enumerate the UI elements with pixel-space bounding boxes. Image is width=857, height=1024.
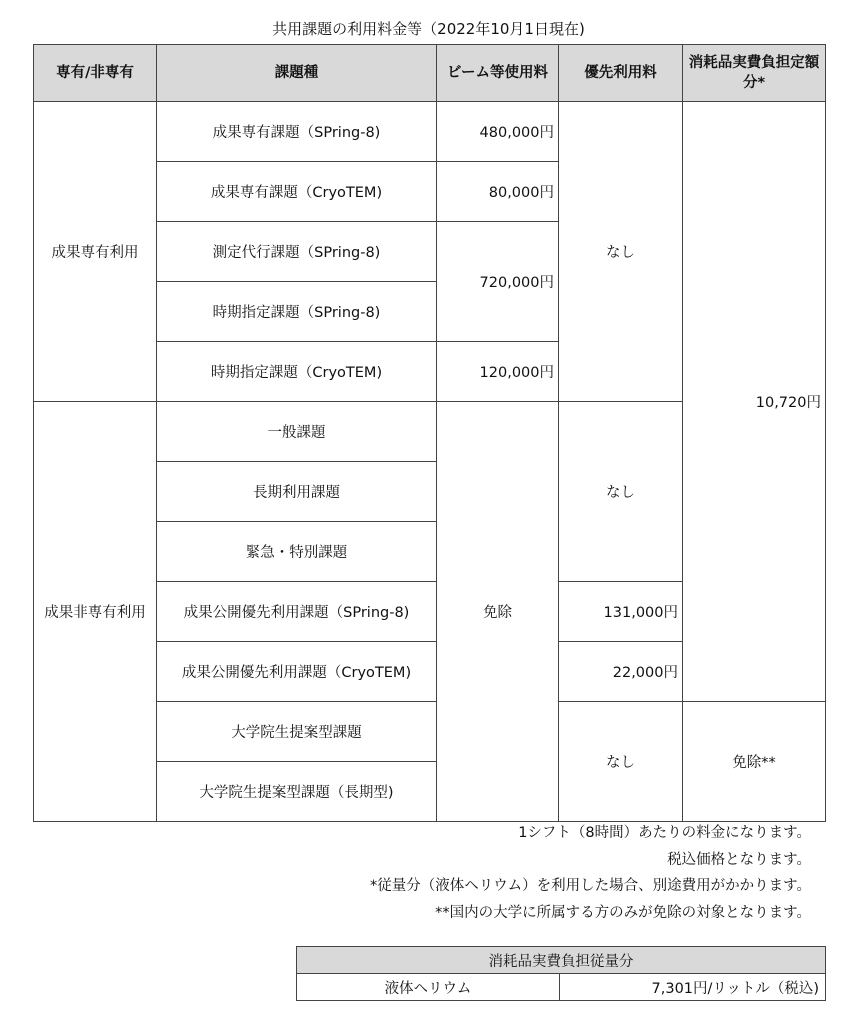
priority-fee-none: なし bbox=[559, 402, 683, 582]
priority-fee-none: なし bbox=[559, 102, 683, 402]
project-type-cell: 緊急・特別課題 bbox=[157, 522, 437, 582]
note-metered: *従量分（液体ヘリウム）を利用した場合、別途費用がかかります。 bbox=[370, 878, 811, 894]
project-type-cell: 成果専有課題（SPring-8) bbox=[157, 102, 437, 162]
note-exemption: **国内の大学に所属する方のみが免除の対象となります。 bbox=[435, 904, 811, 921]
header-consumable-fee: 消耗品実費負担定額分* bbox=[683, 45, 826, 102]
header-priority-fee: 優先利用料 bbox=[559, 45, 683, 102]
priority-fee-none: なし bbox=[559, 702, 683, 822]
consumable-exempt: 免除** bbox=[683, 702, 826, 822]
priority-fee-cell: 22,000円 bbox=[559, 642, 683, 702]
project-type-cell: 成果公開優先利用課題（CryoTEM) bbox=[157, 642, 437, 702]
project-type-cell: 長期利用課題 bbox=[157, 462, 437, 522]
fee-table bbox=[33, 44, 826, 822]
beam-fee-cell: 720,000円 bbox=[437, 222, 559, 342]
project-type-cell: 成果専有課題（CryoTEM) bbox=[157, 162, 437, 222]
metered-price: 7,301円/リットル（税込) bbox=[560, 974, 826, 1001]
footnotes bbox=[370, 820, 811, 926]
project-type-cell: 一般課題 bbox=[157, 402, 437, 462]
consumable-fixed-fee: 10,720円 bbox=[683, 102, 826, 702]
header-project-type: 課題種 bbox=[157, 45, 437, 102]
table-caption: 共用課題の利用料金等（2022年10月1日現在) bbox=[272, 20, 585, 38]
header-row bbox=[34, 45, 826, 102]
metered-fee-table bbox=[296, 946, 826, 1001]
table-row bbox=[297, 974, 826, 1001]
header-exclusivity: 専有/非専有 bbox=[34, 45, 157, 102]
beam-fee-cell: 80,000円 bbox=[437, 162, 559, 222]
beam-fee-exempt: 免除 bbox=[437, 402, 559, 822]
group-exclusive: 成果専有利用 bbox=[34, 102, 157, 402]
beam-fee-cell: 120,000円 bbox=[437, 342, 559, 402]
project-type-cell: 成果公開優先利用課題（SPring-8) bbox=[157, 582, 437, 642]
project-type-cell: 大学院生提案型課題（長期型) bbox=[157, 762, 437, 822]
project-type-cell: 測定代行課題（SPring-8) bbox=[157, 222, 437, 282]
group-non-exclusive: 成果非専有利用 bbox=[34, 402, 157, 822]
project-type-cell: 時期指定課題（SPring-8) bbox=[157, 282, 437, 342]
note-per-shift: 1シフト（8時間）あたりの料金になります。 bbox=[518, 825, 811, 841]
project-type-cell: 大学院生提案型課題 bbox=[157, 702, 437, 762]
priority-fee-cell: 131,000円 bbox=[559, 582, 683, 642]
table-row bbox=[34, 102, 826, 162]
project-type-cell: 時期指定課題（CryoTEM) bbox=[157, 342, 437, 402]
metered-fee-header: 消耗品実費負担従量分 bbox=[297, 947, 826, 974]
note-tax-included: 税込価格となります。 bbox=[667, 851, 811, 868]
beam-fee-cell: 480,000円 bbox=[437, 102, 559, 162]
metered-item: 液体ヘリウム bbox=[297, 974, 560, 1001]
header-beam-fee: ビーム等使用料 bbox=[437, 45, 559, 102]
